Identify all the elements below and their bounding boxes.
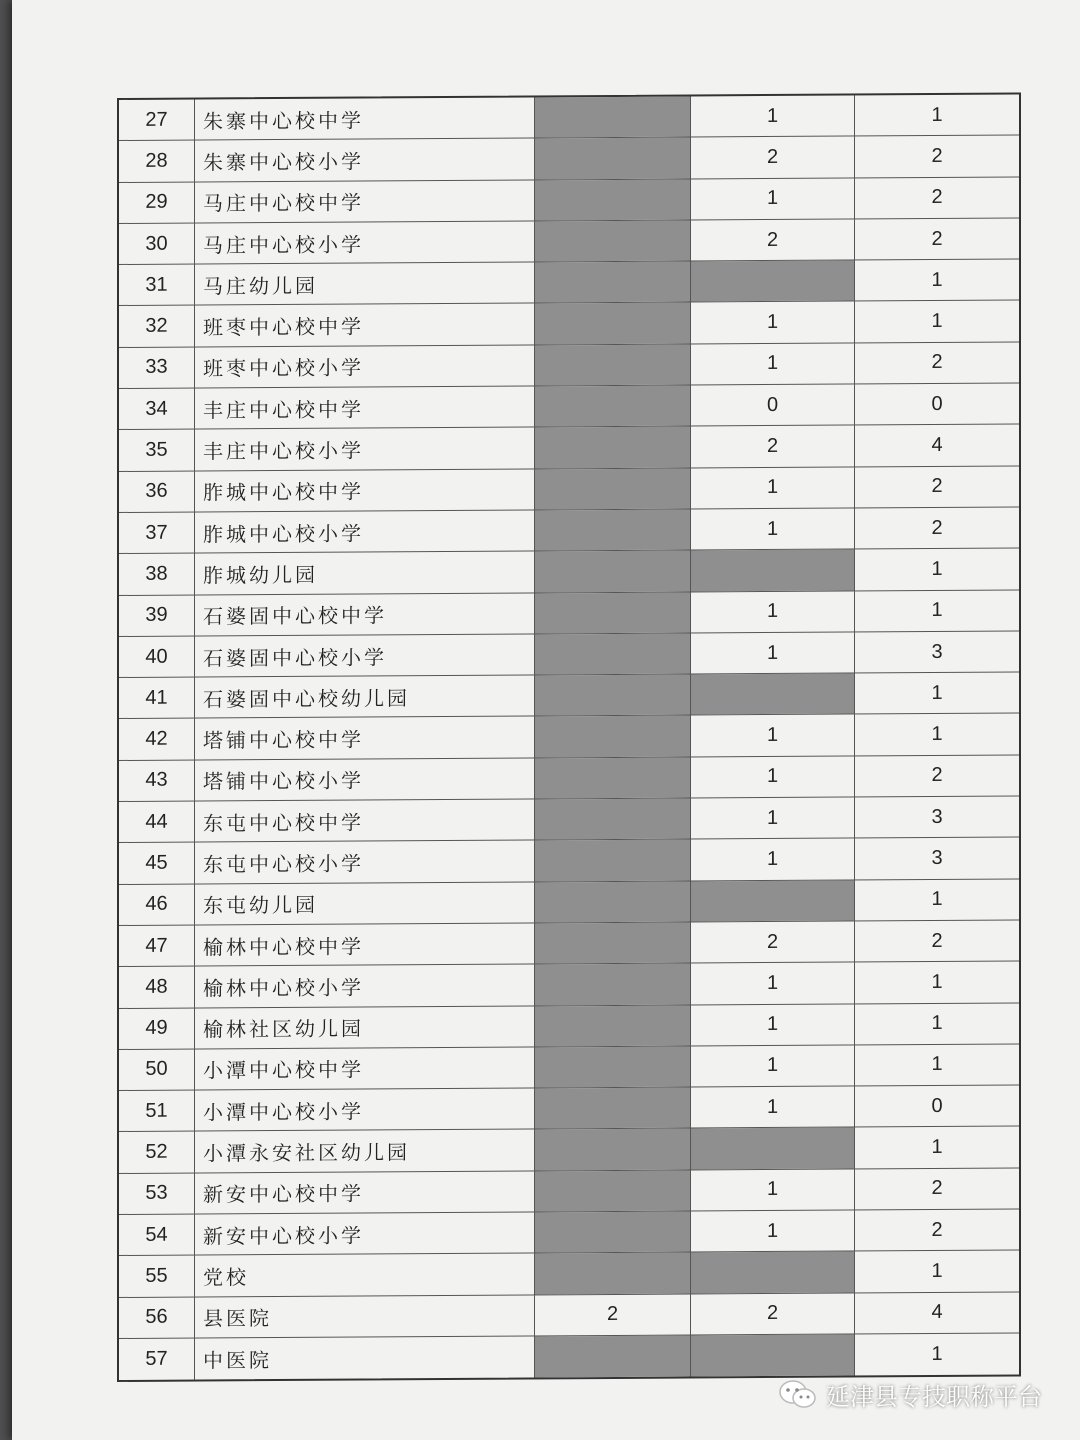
unit-name: 朱寨中心校小学	[195, 139, 535, 181]
row-number: 57	[119, 1338, 195, 1380]
cell-col-b: 1	[691, 1045, 855, 1086]
cell-col-b: 2	[691, 426, 855, 467]
unit-name: 胙城中心校小学	[195, 510, 535, 552]
cell-col-a	[535, 96, 691, 137]
row-number: 47	[119, 925, 195, 966]
table-row	[119, 1127, 1019, 1174]
unit-name: 朱寨中心校中学	[195, 97, 535, 139]
cell-col-a	[535, 1088, 691, 1129]
cell-col-b	[691, 1128, 855, 1169]
cell-col-b: 1	[691, 95, 855, 136]
cell-col-b: 0	[691, 385, 855, 426]
cell-col-a	[535, 427, 691, 468]
table-row	[119, 755, 1019, 802]
row-number: 28	[119, 141, 195, 182]
cell-col-b	[691, 880, 855, 921]
unit-name: 塔铺中心校中学	[195, 717, 535, 759]
unit-name: 小潭中心校小学	[195, 1089, 535, 1131]
cell-col-a: 2	[535, 1294, 691, 1335]
cell-col-c: 1	[931, 723, 943, 746]
cell-col-a	[535, 1046, 691, 1087]
watermark	[778, 1377, 1042, 1412]
cell-col-c: 2	[931, 351, 943, 374]
cell-col-a	[535, 1170, 691, 1211]
table-row	[119, 714, 1019, 761]
unit-name: 新安中心校小学	[195, 1212, 535, 1254]
cell-col-c: 2	[931, 764, 943, 787]
row-number: 49	[119, 1008, 195, 1049]
watermark-text: 延津县专技职称平台	[826, 1383, 1042, 1411]
row-number: 56	[119, 1297, 195, 1338]
table-row	[119, 838, 1019, 885]
unit-name: 胙城幼儿园	[195, 552, 535, 594]
table-row	[119, 1251, 1019, 1298]
row-number: 51	[119, 1091, 195, 1132]
table-row	[119, 590, 1019, 637]
cell-col-c: 1	[931, 1259, 943, 1282]
cell-col-a	[535, 799, 691, 840]
cell-col-b: 1	[691, 1169, 855, 1210]
row-number: 31	[119, 265, 195, 306]
cell-col-c: 3	[931, 846, 943, 870]
unit-name: 班枣中心校中学	[195, 304, 535, 346]
cell-col-b: 1	[691, 467, 855, 508]
cell-col-b: 1	[691, 591, 855, 632]
unit-name: 东屯幼儿园	[195, 882, 535, 924]
cell-col-b	[691, 550, 855, 591]
cell-col-c: 1	[931, 599, 943, 622]
table-row	[119, 1044, 1019, 1091]
table-row	[119, 1333, 1019, 1380]
cell-col-a	[535, 179, 691, 220]
unit-name: 石婆固中心校幼儿园	[195, 676, 535, 718]
table-row	[119, 797, 1019, 844]
cell-col-a	[535, 1335, 691, 1377]
cell-col-c: 0	[931, 1094, 943, 1117]
table-row	[119, 673, 1019, 720]
row-number: 44	[119, 802, 195, 843]
cell-col-c: 3	[931, 640, 943, 663]
unit-name: 东屯中心校中学	[195, 799, 535, 841]
cell-col-a	[535, 262, 691, 303]
table-row	[119, 466, 1019, 513]
row-number: 48	[119, 967, 195, 1008]
cell-col-c: 1	[931, 1136, 943, 1159]
cell-col-c: 2	[931, 1218, 943, 1241]
unit-name: 小潭永安社区幼儿园	[195, 1130, 535, 1172]
unit-name: 丰庄中心校中学	[195, 387, 535, 429]
cell-col-a	[535, 592, 691, 633]
cell-col-b: 1	[691, 715, 855, 756]
row-number: 55	[119, 1256, 195, 1297]
row-number: 52	[119, 1132, 195, 1173]
cell-col-c: 1	[931, 310, 943, 333]
unit-name: 东屯中心校小学	[195, 841, 535, 883]
table-row	[119, 218, 1019, 265]
unit-name: 马庄幼儿园	[195, 263, 535, 305]
unit-name: 中医院	[195, 1336, 535, 1379]
cell-col-c: 2	[931, 516, 943, 539]
unit-name: 榆林社区幼儿园	[195, 1006, 535, 1048]
cell-col-a	[535, 1129, 691, 1170]
table-row	[119, 1003, 1019, 1050]
table-row	[119, 425, 1019, 472]
row-number: 37	[119, 512, 195, 553]
cell-col-a	[535, 675, 691, 716]
cell-col-b: 1	[691, 798, 855, 839]
row-number: 33	[119, 347, 195, 388]
cell-col-c: 2	[931, 929, 943, 952]
table-row	[119, 301, 1019, 348]
cell-col-a	[535, 716, 691, 757]
cell-col-b: 1	[691, 632, 855, 673]
cell-col-a	[535, 138, 691, 179]
cell-col-b: 1	[691, 178, 855, 219]
cell-col-a	[535, 1212, 691, 1253]
cell-col-a	[535, 509, 691, 550]
cell-col-a	[535, 303, 691, 344]
cell-col-c: 1	[931, 1012, 943, 1035]
unit-name: 班枣中心校小学	[195, 345, 535, 387]
cell-col-b: 1	[691, 839, 855, 880]
cell-col-b: 1	[691, 756, 855, 797]
row-number: 36	[119, 471, 195, 512]
cell-col-a	[535, 633, 691, 674]
document-page	[12, 0, 1080, 1440]
cell-col-c: 2	[931, 186, 943, 209]
cell-col-a	[535, 757, 691, 798]
row-number: 38	[119, 554, 195, 595]
unit-name: 马庄中心校小学	[195, 221, 535, 263]
cell-col-b: 2	[691, 1293, 855, 1334]
cell-col-a	[535, 220, 691, 261]
cell-col-b: 1	[691, 343, 855, 384]
cell-col-c: 4	[931, 1301, 943, 1324]
cell-col-b: 1	[691, 302, 855, 343]
table-row	[119, 1292, 1019, 1339]
row-number: 30	[119, 223, 195, 264]
cell-col-c: 1	[931, 1343, 943, 1366]
cell-col-c: 1	[931, 970, 943, 993]
cell-col-c: 2	[931, 1177, 943, 1200]
cell-col-a	[535, 964, 691, 1005]
table-row	[119, 1086, 1019, 1133]
cell-col-b: 1	[691, 508, 855, 549]
cell-col-c: 4	[931, 433, 943, 457]
table-row	[119, 136, 1019, 183]
wechat-icon	[778, 1379, 818, 1411]
quota-table	[117, 92, 1021, 1382]
table-row	[119, 631, 1019, 678]
cell-col-b	[691, 1252, 855, 1293]
unit-name: 小潭中心校中学	[195, 1047, 535, 1089]
row-number: 43	[119, 760, 195, 801]
cell-col-c: 1	[931, 1053, 943, 1076]
cell-col-a	[535, 1005, 691, 1046]
table-row	[119, 962, 1019, 1009]
cell-col-a	[535, 1253, 691, 1294]
cell-col-a	[535, 468, 691, 509]
unit-name: 新安中心校中学	[195, 1171, 535, 1213]
cell-col-c: 2	[931, 144, 943, 167]
cell-col-b: 2	[691, 921, 855, 962]
unit-name: 胙城中心校中学	[195, 469, 535, 511]
unit-name: 马庄中心校中学	[195, 180, 535, 222]
table-row	[119, 342, 1019, 389]
cell-col-a	[535, 551, 691, 592]
cell-col-b: 1	[691, 963, 855, 1004]
cell-col-c: 3	[931, 805, 943, 828]
unit-name: 榆林中心校小学	[195, 965, 535, 1007]
cell-col-b: 1	[691, 1211, 855, 1252]
table-row	[119, 94, 1019, 141]
table-row	[119, 177, 1019, 224]
row-number: 46	[119, 884, 195, 925]
cell-col-a	[535, 840, 691, 881]
cell-col-b: 1	[691, 1087, 855, 1128]
table-row	[119, 879, 1019, 926]
unit-name: 石婆固中心校中学	[195, 593, 535, 635]
unit-name: 党校	[195, 1254, 535, 1296]
cell-col-c: 1	[931, 103, 943, 126]
unit-name: 塔铺中心校小学	[195, 758, 535, 800]
cell-col-b: 1	[691, 1004, 855, 1045]
row-number: 40	[119, 636, 195, 677]
row-number: 41	[119, 678, 195, 719]
table-row	[119, 920, 1019, 967]
cell-col-a	[535, 881, 691, 922]
row-number: 34	[119, 389, 195, 430]
table-row	[119, 549, 1019, 596]
row-number: 54	[119, 1215, 195, 1256]
unit-name: 石婆固中心校小学	[195, 634, 535, 676]
row-number: 32	[119, 306, 195, 347]
cell-col-a	[535, 922, 691, 963]
row-number: 27	[119, 100, 195, 141]
cell-col-b	[691, 261, 855, 302]
cell-col-c: 2	[931, 475, 943, 498]
unit-name: 丰庄中心校小学	[195, 428, 535, 470]
cell-col-b	[691, 674, 855, 715]
cell-col-b: 2	[691, 219, 855, 260]
table-row	[119, 1210, 1019, 1257]
row-number: 29	[119, 182, 195, 223]
cell-col-c: 1	[931, 268, 943, 291]
cell-col-a	[535, 344, 691, 385]
cell-col-c: 1	[931, 681, 943, 704]
cell-col-c: 0	[931, 392, 943, 415]
cell-col-c: 1	[931, 888, 943, 911]
row-number: 45	[119, 843, 195, 884]
row-number: 53	[119, 1173, 195, 1214]
cell-col-b: 2	[691, 137, 855, 178]
row-number: 35	[119, 430, 195, 471]
cell-col-a	[535, 386, 691, 427]
table-row	[119, 507, 1019, 554]
unit-name: 榆林中心校中学	[195, 923, 535, 965]
cell-col-c: 1	[931, 557, 943, 580]
table-row	[119, 384, 1019, 431]
table-row	[119, 260, 1019, 307]
row-number: 39	[119, 595, 195, 636]
table-row	[119, 1168, 1019, 1215]
unit-name: 县医院	[195, 1295, 535, 1337]
row-number: 42	[119, 719, 195, 760]
cell-col-b	[691, 1334, 855, 1376]
row-number: 50	[119, 1049, 195, 1090]
cell-col-c: 2	[931, 227, 943, 250]
